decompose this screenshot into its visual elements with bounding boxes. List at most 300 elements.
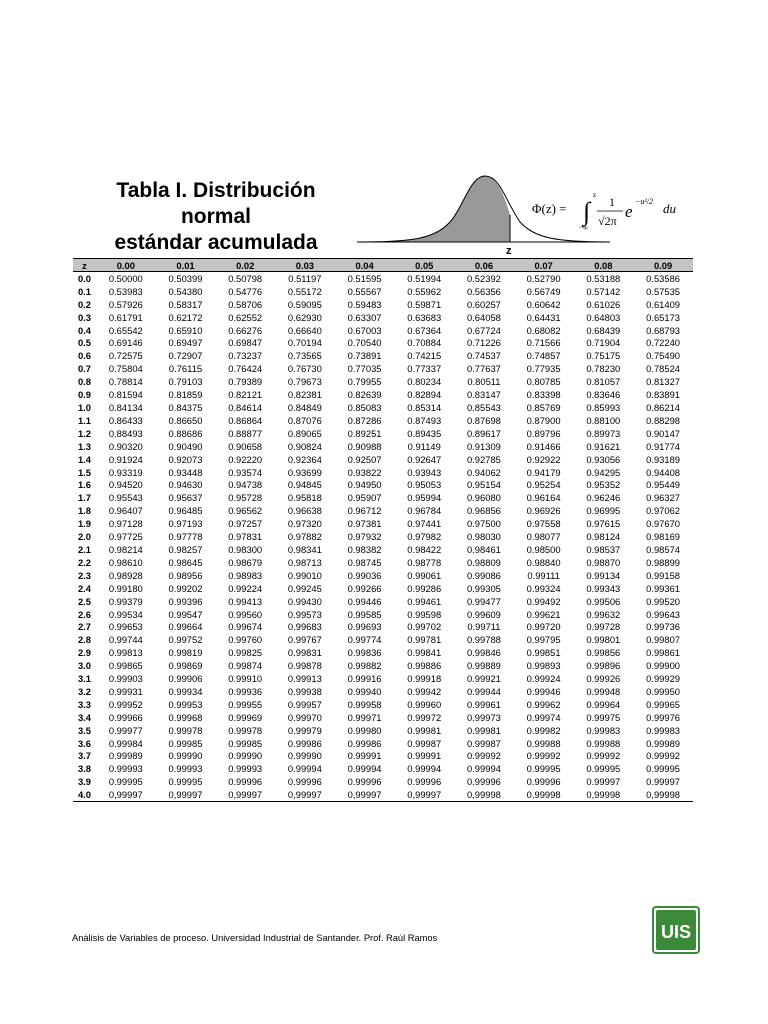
table-cell: 0.99978 xyxy=(228,724,263,736)
table-cell: 0.99224 xyxy=(228,582,263,594)
table-cell: 0.97982 xyxy=(407,531,442,543)
curve-z-label: z xyxy=(506,245,512,257)
table-cell: 0.77935 xyxy=(526,363,561,375)
table-cell: 0.99653 xyxy=(108,621,143,633)
table-cell: 0.85993 xyxy=(586,402,621,414)
table-cell: 0.90988 xyxy=(347,440,382,452)
table-cell: 0.99547 xyxy=(168,608,203,620)
table-cell: 0.71904 xyxy=(586,337,621,349)
formula-du: du xyxy=(663,201,676,216)
table-cell: 0.73891 xyxy=(347,350,382,362)
table-cell: 0.57535 xyxy=(646,285,681,297)
table-cell: 0.60257 xyxy=(466,298,501,310)
row-z-value: 3.4 xyxy=(77,711,91,723)
table-cell: 0.67364 xyxy=(407,324,442,336)
table-cell: 0.99841 xyxy=(407,647,442,659)
table-cell: 0.99752 xyxy=(168,634,203,646)
row-z-value: 0.4 xyxy=(77,324,91,336)
table-cell: 0.99962 xyxy=(526,698,561,710)
table-row xyxy=(73,466,693,479)
page-title xyxy=(96,178,336,256)
table-cell: 0.98645 xyxy=(168,556,203,568)
table-cell: 0.99950 xyxy=(646,685,681,697)
table-cell: 0.99995 xyxy=(586,763,621,775)
table-cell: 0.99986 xyxy=(347,737,382,749)
header-col: 0.05 xyxy=(394,259,454,272)
table-cell: 0.62930 xyxy=(287,311,322,323)
table-cell: 0.99520 xyxy=(646,595,681,607)
table-cell: 0.88686 xyxy=(168,427,203,439)
table-cell: 0.99986 xyxy=(287,737,322,749)
table-cell: 0.79955 xyxy=(347,376,382,388)
header-col: 0.04 xyxy=(335,259,395,272)
header-col: 0.08 xyxy=(573,259,633,272)
table-cell: 0.98382 xyxy=(347,543,382,555)
table-cell: 0.61409 xyxy=(646,298,681,310)
table-cell: 0.99693 xyxy=(347,621,382,633)
table-cell: 0.99965 xyxy=(646,698,681,710)
table-cell: 0.98500 xyxy=(526,543,561,555)
table-cell: 0.99906 xyxy=(168,673,203,685)
table-cell: 0.93574 xyxy=(228,466,263,478)
table-cell: 0.87286 xyxy=(347,414,382,426)
table-cell: 0.99983 xyxy=(586,724,621,736)
table-cell: 0.99995 xyxy=(526,763,561,775)
formula-lhs: Φ(z) = xyxy=(532,201,567,216)
table-cell: 0.91924 xyxy=(108,453,143,465)
table-cell: 0.90320 xyxy=(108,440,143,452)
table-cell: 0.99711 xyxy=(467,621,501,633)
row-z-value: 2.9 xyxy=(77,647,91,659)
table-cell: 0.99997 xyxy=(586,776,621,788)
table-row xyxy=(73,517,693,530)
table-cell: 0.99774 xyxy=(347,634,382,646)
table-cell: 0.86433 xyxy=(108,414,143,426)
table-cell: 0.99981 xyxy=(407,724,442,736)
formula-exponent: −u²/2 xyxy=(635,197,654,206)
table-cell: 0.95543 xyxy=(108,492,143,504)
table-cell: 0.77637 xyxy=(466,363,501,375)
shaded-area xyxy=(360,176,510,242)
table-cell: 0.99461 xyxy=(407,595,442,607)
table-cell: 0.99767 xyxy=(287,634,322,646)
table-cell: 0.95728 xyxy=(228,492,263,504)
table-cell: 0,99997 xyxy=(215,788,275,801)
table-cell: 0.99996 xyxy=(347,776,382,788)
row-z-value: 3.0 xyxy=(77,660,91,672)
row-z-value: 3.6 xyxy=(77,737,91,749)
table-cell: 0.97193 xyxy=(168,518,203,530)
table-cell: 0.91149 xyxy=(407,440,441,452)
table-cell: 0.93056 xyxy=(586,453,621,465)
table-cell: 0.88298 xyxy=(646,414,681,426)
table-cell: 0.99996 xyxy=(466,776,501,788)
table-cell: 0.82894 xyxy=(407,389,442,401)
table-cell: 0.99158 xyxy=(646,569,681,581)
table-cell: 0.83398 xyxy=(526,389,561,401)
table-cell: 0.99918 xyxy=(407,673,442,685)
row-z-value: 3.1 xyxy=(77,673,91,685)
row-z-value: 3.8 xyxy=(77,763,91,775)
table-cell: 0.98899 xyxy=(646,556,681,568)
table-cell: 0.74857 xyxy=(526,350,561,362)
table-cell: 0.99994 xyxy=(466,763,501,775)
table-cell: 0.98030 xyxy=(466,531,501,543)
table-cell: 0.96080 xyxy=(466,492,501,504)
table-cell: 0.99995 xyxy=(108,776,143,788)
table-cell: 0.99702 xyxy=(407,621,442,633)
table-cell: 0.97558 xyxy=(526,518,561,530)
table-cell: 0.71566 xyxy=(526,337,561,349)
table-cell: 0.99989 xyxy=(646,737,681,749)
table-cell: 0.95818 xyxy=(287,492,322,504)
logo-text: UIS xyxy=(660,922,692,942)
table-cell: 0.89251 xyxy=(347,427,382,439)
table-cell: 0.99993 xyxy=(168,763,203,775)
table-cell: 0.51197 xyxy=(288,272,322,284)
table-cell: 0.99992 xyxy=(466,750,501,762)
row-z-value: 0.9 xyxy=(77,389,91,401)
table-cell: 0.90490 xyxy=(168,440,203,452)
table-cell: 0.99788 xyxy=(466,634,501,646)
table-cell: 0.78524 xyxy=(646,363,681,375)
row-z-value: 2.8 xyxy=(77,634,91,646)
table-row xyxy=(73,414,693,427)
table-cell: 0.99286 xyxy=(407,582,442,594)
table-cell: 0.70884 xyxy=(407,337,442,349)
table-cell: 0.98341 xyxy=(287,543,322,555)
table-cell: 0.88493 xyxy=(108,427,143,439)
table-cell: 0.94408 xyxy=(646,466,681,478)
table-cell: 0.53586 xyxy=(646,272,681,284)
table-cell: 0.99061 xyxy=(407,569,442,581)
row-z-value: 2.6 xyxy=(77,608,91,620)
table-cell: 0.96712 xyxy=(347,505,382,517)
table-cell: 0.68439 xyxy=(586,324,621,336)
table-cell: 0.55567 xyxy=(347,285,382,297)
table-cell: 0.99736 xyxy=(646,621,681,633)
table-cell: 0.99036 xyxy=(347,569,382,581)
table-cell: 0.96638 xyxy=(287,505,322,517)
table-cell: 0.99492 xyxy=(526,595,561,607)
table-cell: 0.89973 xyxy=(586,427,621,439)
table-cell: 0.95254 xyxy=(526,479,561,491)
table-cell: 0.89065 xyxy=(287,427,322,439)
table-cell: 0.99992 xyxy=(526,750,561,762)
table-cell: 0.96562 xyxy=(228,505,263,517)
table-cell: 0.99878 xyxy=(287,660,322,672)
table-cell: 0.99134 xyxy=(586,569,621,581)
table-cell: 0.65173 xyxy=(646,311,681,323)
table-row xyxy=(73,620,693,633)
table-cell: 0.86214 xyxy=(646,402,681,414)
row-z-value: 1.5 xyxy=(77,466,91,478)
table-cell: 0.99324 xyxy=(526,582,561,594)
table-cell: 0,99998 xyxy=(514,788,574,801)
table-cell: 0.64058 xyxy=(466,311,501,323)
table-cell: 0.98809 xyxy=(466,556,501,568)
table-cell: 0.99953 xyxy=(168,698,203,710)
table-row xyxy=(73,659,693,672)
table-row xyxy=(73,285,693,298)
row-z-value: 3.5 xyxy=(77,724,91,736)
table-cell: 0.98422 xyxy=(407,543,442,555)
formula-upper-limit: z xyxy=(593,191,597,199)
table-cell: 0.99926 xyxy=(586,673,621,685)
table-cell: 0.99202 xyxy=(168,582,203,594)
table-cell: 0.99886 xyxy=(407,660,442,672)
table-cell: 0.99861 xyxy=(646,647,681,659)
table-cell: 0.99305 xyxy=(466,582,501,594)
uis-logo xyxy=(652,906,700,954)
table-cell: 0.99266 xyxy=(347,582,382,594)
table-cell: 0.99976 xyxy=(646,711,681,723)
table-cell: 0.99990 xyxy=(287,750,322,762)
table-cell: 0,99998 xyxy=(633,788,693,801)
formula-lower-limit: −∞ xyxy=(579,224,588,232)
header-col: 0.03 xyxy=(275,259,335,272)
row-z-value: 3.3 xyxy=(77,698,91,710)
table-cell: 0.90658 xyxy=(228,440,263,452)
table-cell: 0,99997 xyxy=(96,788,156,801)
table-cell: 0.99781 xyxy=(407,634,442,646)
table-cell: 0.99966 xyxy=(108,711,143,723)
table-cell: 0.99446 xyxy=(347,595,382,607)
table-cell: 0.99913 xyxy=(287,673,322,685)
table-cell: 0.50000 xyxy=(108,272,143,284)
header-col: 0.09 xyxy=(633,259,693,272)
table-cell: 0.99994 xyxy=(287,763,322,775)
table-cell: 0.99946 xyxy=(526,685,561,697)
table-cell: 0.98124 xyxy=(586,531,621,543)
table-cell: 0.81594 xyxy=(108,389,143,401)
table-cell: 0.54380 xyxy=(168,285,203,297)
table-cell: 0.87493 xyxy=(407,414,442,426)
table-cell: 0.99180 xyxy=(108,582,143,594)
phi-formula xyxy=(532,191,677,232)
table-cell: 0.99632 xyxy=(586,608,621,620)
table-cell: 0.99988 xyxy=(526,737,561,749)
table-row xyxy=(73,608,693,621)
table-cell: 0.93943 xyxy=(407,466,442,478)
formula-integral-icon: ∫ xyxy=(583,197,591,226)
table-row xyxy=(73,272,693,285)
header-z: z xyxy=(73,259,96,272)
formula-numerator: 1 xyxy=(609,195,615,209)
table-cell: 0.73565 xyxy=(287,350,322,362)
table-cell: 0.75804 xyxy=(108,363,143,375)
table-cell: 0.99995 xyxy=(168,776,203,788)
table-cell: 0.99813 xyxy=(108,647,143,659)
table-row xyxy=(73,453,693,466)
table-cell: 0.56749 xyxy=(526,285,561,297)
table-cell: 0.81327 xyxy=(646,376,681,388)
table-cell: 0.85543 xyxy=(466,402,501,414)
table-cell: 0,99997 xyxy=(275,788,335,801)
row-z-value: 2.7 xyxy=(77,621,91,633)
table-row xyxy=(73,311,693,324)
table-cell: 0.95907 xyxy=(347,492,382,504)
table-row xyxy=(73,324,693,337)
table-row xyxy=(73,388,693,401)
table-row xyxy=(73,349,693,362)
table-cell: 0.99990 xyxy=(168,750,203,762)
row-z-value: 0.6 xyxy=(77,350,91,362)
table-cell: 0.74215 xyxy=(407,350,442,362)
table-cell: 0.76424 xyxy=(228,363,263,375)
table-cell: 0.92220 xyxy=(228,453,263,465)
table-cell: 0.94179 xyxy=(526,466,561,478)
table-cell: 0.99955 xyxy=(228,698,263,710)
table-row xyxy=(73,569,693,582)
table-cell: 0.88100 xyxy=(586,414,621,426)
table-row xyxy=(73,698,693,711)
table-cell: 0.99992 xyxy=(586,750,621,762)
table-cell: 0.99903 xyxy=(108,673,143,685)
table-cell: 0.91621 xyxy=(586,440,621,452)
table-cell: 0.78230 xyxy=(586,363,621,375)
table-cell: 0.97725 xyxy=(108,531,143,543)
table-cell: 0.99430 xyxy=(287,595,322,607)
table-cell: 0.99929 xyxy=(646,673,681,685)
table-cell: 0.87698 xyxy=(466,414,501,426)
table-row xyxy=(73,685,693,698)
table-cell: 0.64431 xyxy=(526,311,561,323)
table-cell: 0.67724 xyxy=(466,324,501,336)
table-cell: 0.97257 xyxy=(228,518,263,530)
table-cell: 0.83891 xyxy=(646,389,681,401)
row-z-value: 0.5 xyxy=(77,337,91,349)
table-cell: 0.99958 xyxy=(347,698,382,710)
table-cell: 0.99585 xyxy=(347,608,382,620)
table-cell: 0.81859 xyxy=(168,389,203,401)
table-cell: 0.96485 xyxy=(168,505,203,517)
table-cell: 0.65542 xyxy=(108,324,143,336)
table-cell: 0.95994 xyxy=(407,492,442,504)
table-cell: 0.75175 xyxy=(586,350,621,362)
table-row xyxy=(73,737,693,750)
table-cell: 0.89796 xyxy=(526,427,561,439)
table-cell: 0.95637 xyxy=(168,492,203,504)
table-cell: 0.69146 xyxy=(108,337,143,349)
table-cell: 0.98928 xyxy=(108,569,143,581)
row-z-value: 2.3 xyxy=(77,569,91,581)
table-cell: 0.59483 xyxy=(347,298,382,310)
table-cell: 0.76115 xyxy=(168,363,203,375)
z-table xyxy=(73,258,693,802)
table-cell: 0.86650 xyxy=(168,414,203,426)
table-cell: 0.97615 xyxy=(586,518,621,530)
table-cell: 0.99996 xyxy=(287,776,322,788)
table-cell: 0.99938 xyxy=(287,685,322,697)
table-cell: 0.84849 xyxy=(287,402,322,414)
table-cell: 0.99990 xyxy=(228,750,263,762)
row-z-value: 4.0 xyxy=(73,788,96,801)
table-cell: 0.99111 xyxy=(527,569,560,581)
table-row xyxy=(73,375,693,388)
row-z-value: 1.7 xyxy=(77,492,91,504)
table-cell: 0.99744 xyxy=(108,634,143,646)
table-cell: 0.57142 xyxy=(586,285,621,297)
table-cell: 0.98983 xyxy=(228,569,263,581)
table-cell: 0.98300 xyxy=(228,543,263,555)
table-cell: 0.52392 xyxy=(466,272,501,284)
table-cell: 0.99952 xyxy=(108,698,143,710)
table-cell: 0.77035 xyxy=(347,363,382,375)
table-cell: 0.99869 xyxy=(168,660,203,672)
table-cell: 0.99980 xyxy=(347,724,382,736)
table-cell: 0.85083 xyxy=(347,402,382,414)
table-cell: 0.87076 xyxy=(287,414,322,426)
table-row xyxy=(73,427,693,440)
table-cell: 0.70194 xyxy=(287,337,322,349)
table-cell: 0.99413 xyxy=(228,595,263,607)
table-cell: 0.99795 xyxy=(526,634,561,646)
table-cell: 0.82121 xyxy=(228,389,263,401)
table-cell: 0.99936 xyxy=(228,685,263,697)
table-cell: 0.90824 xyxy=(287,440,322,452)
table-cell: 0.86864 xyxy=(228,414,263,426)
table-cell: 0.99477 xyxy=(466,595,501,607)
header-col: 0.02 xyxy=(215,259,275,272)
table-cell: 0.55962 xyxy=(407,285,442,297)
table-cell: 0.92647 xyxy=(407,453,442,465)
table-cell: 0.83646 xyxy=(586,389,621,401)
table-cell: 0.91774 xyxy=(646,440,681,452)
table-cell: 0.53983 xyxy=(108,285,143,297)
table-cell: 0.99961 xyxy=(466,698,501,710)
row-z-value: 0.1 xyxy=(77,285,91,297)
table-cell: 0.50399 xyxy=(168,272,203,284)
table-cell: 0.99598 xyxy=(407,608,442,620)
formula-denominator: √2π xyxy=(598,214,617,228)
table-cell: 0.62172 xyxy=(168,311,203,323)
table-cell: 0.99987 xyxy=(466,737,501,749)
table-cell: 0.60642 xyxy=(526,298,561,310)
row-z-value: 1.3 xyxy=(77,440,91,452)
table-cell: 0.96327 xyxy=(646,492,681,504)
table-header-row xyxy=(73,259,693,272)
table-cell: 0.94845 xyxy=(287,479,322,491)
table-cell: 0.62552 xyxy=(228,311,263,323)
table-cell: 0.96856 xyxy=(466,505,501,517)
table-cell: 0.52790 xyxy=(526,272,561,284)
table-cell: 0.79103 xyxy=(168,376,203,388)
table-cell: 0.99987 xyxy=(407,737,442,749)
table-cell: 0.99343 xyxy=(586,582,621,594)
table-row xyxy=(73,595,693,608)
table-cell: 0.91309 xyxy=(466,440,501,452)
table-cell: 0.96246 xyxy=(586,492,621,504)
table-cell: 0.99940 xyxy=(347,685,382,697)
table-cell: 0.84375 xyxy=(168,402,203,414)
table-cell: 0.92364 xyxy=(287,453,322,465)
table-cell: 0.87900 xyxy=(526,414,561,426)
table-cell: 0.93189 xyxy=(646,453,681,465)
table-cell: 0.71226 xyxy=(466,337,501,349)
table-cell: 0.69847 xyxy=(228,337,263,349)
row-z-value: 2.2 xyxy=(77,556,91,568)
table-cell: 0.98956 xyxy=(168,569,203,581)
table-cell: 0.79389 xyxy=(228,376,263,388)
table-cell: 0.99889 xyxy=(466,660,501,672)
table-cell: 0.99964 xyxy=(586,698,621,710)
table-cell: 0.99379 xyxy=(108,595,143,607)
table-cell: 0.73237 xyxy=(228,350,263,362)
table-cell: 0.95449 xyxy=(646,479,681,491)
table-cell: 0.80785 xyxy=(526,376,561,388)
row-z-value: 3.2 xyxy=(77,685,91,697)
